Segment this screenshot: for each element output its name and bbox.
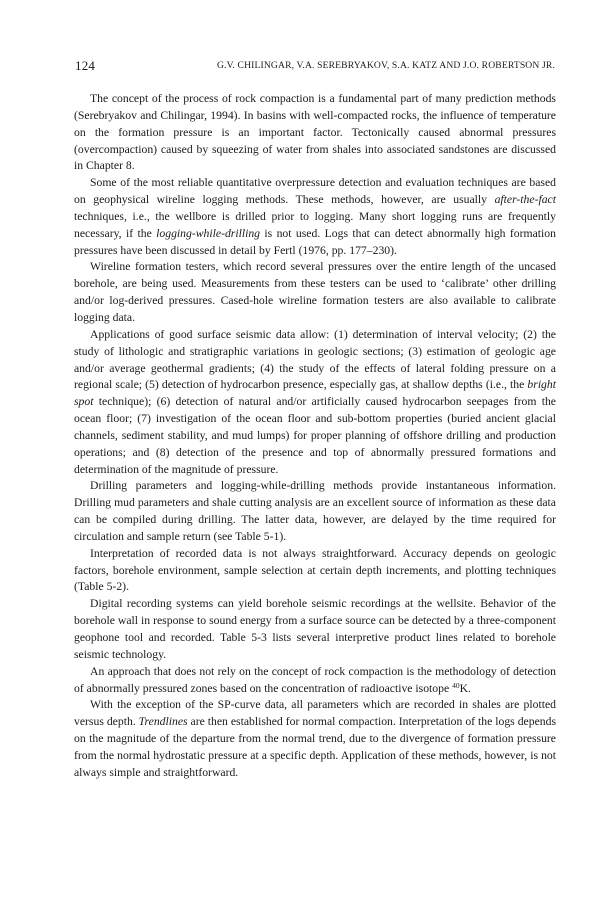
text-run: K.	[459, 681, 471, 695]
paragraph	[74, 91, 556, 175]
text-run: techniques, i.e., the wellbore is drilled prior to logging. Many short logging runs are frequently necessary, if the	[74, 209, 556, 240]
text-run: Drilling parameters and logging-while-drilling methods provide instantaneous information. Drilling mud parameters and shale cutting analysis are an excellent source of information as these data can be compiled during drilling. The latter data, however, are delayed by the time required for circulation and sample return (see Table 5-1).	[74, 479, 556, 543]
running-head: G.V. CHILINGAR, V.A. SEREBRYAKOV, S.A. KATZ AND J.O. ROBERTSON JR.	[216, 60, 555, 71]
text-run: is not used. Logs that can detect abnormally high formation pressures have been discussed in detail by Fertl (1976, pp. 177–230).	[74, 226, 556, 257]
italic-text: after-the-fact	[494, 193, 556, 207]
paragraph	[74, 259, 556, 326]
body-text	[74, 91, 556, 782]
paragraph	[74, 697, 556, 781]
text-run: Interpretation of recorded data is not always straightforward. Accuracy depends on geologic factors, borehole environment, sample selection at certain depth increments, and plotting techniques (Table 5-2).	[74, 546, 556, 594]
text-run: The concept of the process of rock compaction is a fundamental part of many prediction methods (Serebryakov and Chilingar, 1994). In basins with well-compacted rocks, the influence of temperature on the formation pressure is an important factor. Tectonically caused abnormal pressures (overcompaction) caused by squeezing of water from shales into associated sandstones are discussed in Chapter 8.	[74, 92, 556, 173]
text-run: Digital recording systems can yield borehole seismic recordings at the wellsite. Behavior of the borehole wall in response to sound energy from a surface source can be detected by a three-component geophone tool and recorded. Table 5-3 lists several interpretive product lines related to borehole seismic technology.	[74, 597, 556, 661]
paragraph	[74, 327, 556, 479]
text-run: An approach that does not rely on the concept of rock compaction is the methodology of detection of abnormally pressured zones based on the concentration of radioactive isotope	[74, 664, 556, 695]
paragraph	[74, 546, 556, 597]
text-run: technique); (6) detection of natural and/or artificially caused hydrocarbon seepages from the ocean floor; (7) investigation of the ocean floor and sub-bottom properties (buried ancient glacial channels, sediment stability, and mud lumps) for proper planning of offshore drilling and production operations; and (8) detection of the presence and top of abnormally pressured formations and determination of the magnitude of pressure.	[74, 395, 556, 476]
paragraph	[74, 478, 556, 545]
text-run: Applications of good surface seismic data allow: (1) determination of interval velocity; (2) the study of lithologic and stratigraphic variations in geologic sections; (3) estimation of geologic age and/or average geothermal gradients; (4) the study of the effects of lateral folding pressure on a regional scale; (5) detection of hydrocarbon presence, especially gas, at shallow depths (i.e., the	[74, 327, 556, 392]
text-run: Some of the most reliable quantitative overpressure detection and evaluation techniques are based on geophysical wireline logging methods. These methods, however, are usually	[74, 176, 556, 207]
italic-text: Trendlines	[138, 715, 188, 729]
paragraph	[74, 664, 556, 698]
paragraph	[74, 175, 556, 259]
text-run: are then established for normal compaction. Interpretation of the logs depends on the magnitude of the departure from the normal trend, due to the divergence of formation pressure from the normal hydrostatic pressure at a specific depth. Application of these methods, however, is not always simple and straightforward.	[74, 715, 556, 779]
text-run: Wireline formation testers, which record several pressures over the entire length of the uncased borehole, are being used. Measurements from these testers can be used to ‘calibrate’ other drilling and/or log-derived pressures. Cased-hole wireline formation testers are also available to calibrate logging data.	[74, 260, 556, 324]
text-run: With the exception of the SP-curve data, all parameters which are recorded in shales are plotted versus depth.	[74, 698, 556, 729]
italic-text: bright spot	[74, 378, 556, 409]
paragraph	[74, 596, 556, 663]
page-number: 124	[75, 58, 96, 73]
page-header	[75, 58, 555, 78]
superscript: 40	[452, 680, 460, 690]
italic-text: logging-while-drilling	[156, 226, 261, 240]
